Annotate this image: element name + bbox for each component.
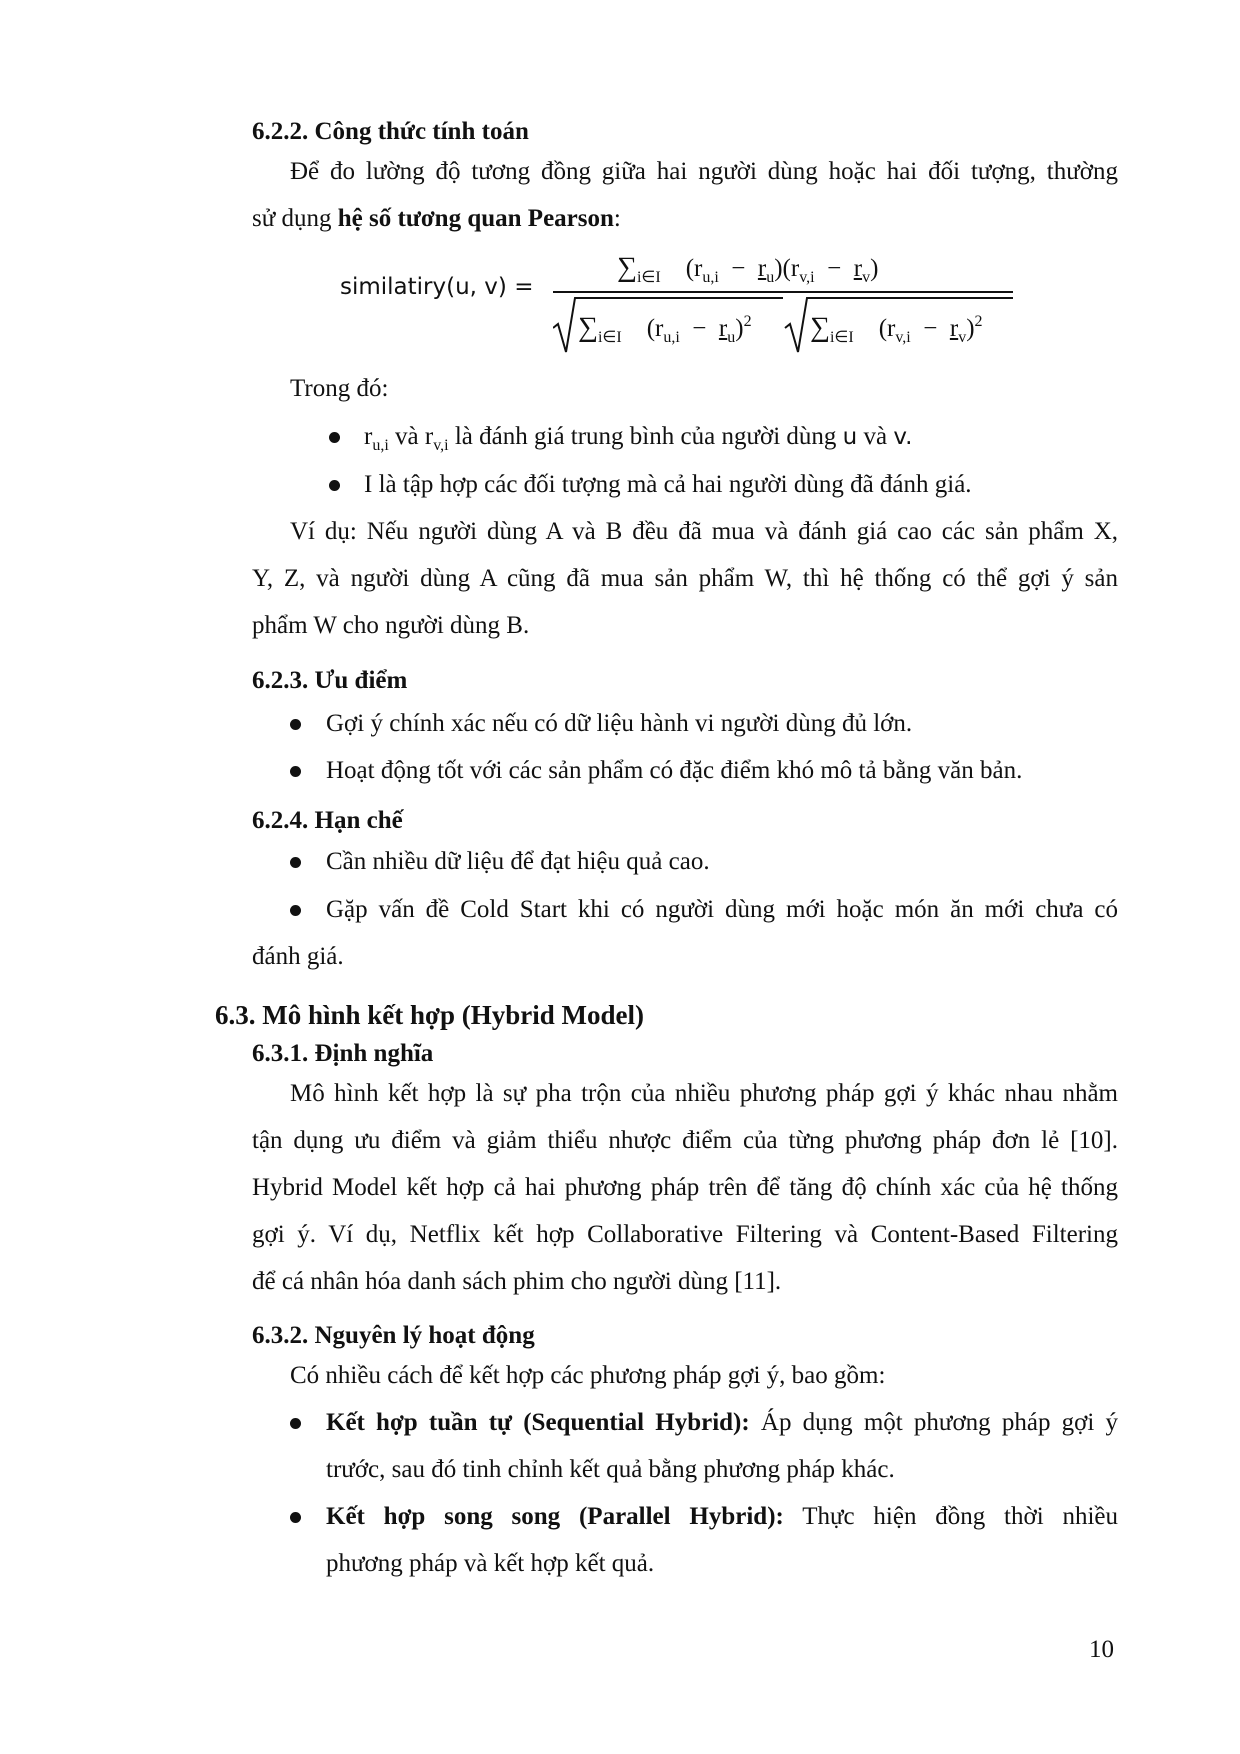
advantage-item-1: Gợi ý chính xác nếu có dữ liệu hành vi người dùng đủ lớn.	[326, 710, 913, 737]
bullet-ru-rv: $r_{u,i}$ và $r_{v,i}$ là đánh giá trung bình của người dùng u và v.	[364, 423, 913, 454]
formula-denominator-left: $\sum_{i\in I}$ $(r_{u,i} - r_u)^2$	[578, 312, 752, 346]
example-line-2: Y, Z, và người dùng A cũng đã mua sản phẩm W, thì hệ thống có thể gợi ý sản	[252, 565, 1118, 592]
formula-denominator-right: $\sum_{i\in I}$ $(r_{v,i} - r_v)^2$	[810, 312, 983, 346]
formula-numerator: $\sum_{i\in I}$ $(r_{u,i} - r_u)(r_{v,i} - r_v)$	[617, 252, 879, 286]
sequential-hybrid-line-2: trước, sau đó tinh chỉnh kết quả bằng phương pháp khác.	[326, 1456, 895, 1483]
parallel-hybrid-line-1: Kết hợp song song (Parallel Hybrid): Thực hiện đồng thời nhiều	[326, 1503, 1118, 1530]
bullet-dot	[290, 719, 301, 730]
bullet-dot	[290, 1418, 301, 1429]
bullet-dot	[290, 1512, 301, 1523]
definition-line-1: Mô hình kết hợp là sự pha trộn của nhiều phương pháp gợi ý khác nhau nhằm	[290, 1080, 1118, 1107]
example-line-1: Ví dụ: Nếu người dùng A và B đều đã mua và đánh giá cao các sản phẩm X,	[290, 518, 1118, 545]
example-line-3: phẩm W cho người dùng B.	[252, 612, 530, 639]
intro-line-2: sử dụng hệ số tương quan Pearson:	[252, 205, 621, 232]
section-6-3-heading: 6.3. Mô hình kết hợp (Hybrid Model)	[215, 1000, 644, 1030]
limitation-item-1: Cần nhiều dữ liệu để đạt hiệu quả cao.	[326, 848, 710, 875]
bullet-dot	[329, 432, 340, 443]
section-6-2-2-heading: 6.2.2. Công thức tính toán	[252, 118, 529, 145]
fraction-bar	[553, 291, 1013, 293]
bullet-dot	[290, 857, 301, 868]
section-6-3-2-heading: 6.3.2. Nguyên lý hoạt động	[252, 1322, 535, 1349]
sequential-hybrid-line-1: Kết hợp tuần tự (Sequential Hybrid): Áp dụng một phương pháp gợi ý	[326, 1409, 1119, 1436]
limitation-item-2-line-1: Gặp vấn đề Cold Start khi có người dùng mới hoặc món ăn mới chưa có	[326, 896, 1118, 923]
page-number: 10	[1089, 1636, 1114, 1663]
formula-lhs: similatiry(u, v) =	[340, 274, 534, 300]
section-6-3-1-heading: 6.3.1. Định nghĩa	[252, 1040, 434, 1067]
section-6-2-3-heading: 6.2.3. Ưu điểm	[252, 667, 408, 694]
definition-line-2: tận dụng ưu điểm và giảm thiểu nhược điểm của từng phương pháp đơn lẻ [10].	[252, 1127, 1118, 1154]
definition-line-3: Hybrid Model kết hợp cả hai phương pháp trên để tăng độ chính xác của hệ thống	[252, 1174, 1118, 1201]
intro-line-1: Để đo lường độ tương đồng giữa hai người dùng hoặc hai đối tượng, thường	[290, 158, 1118, 185]
principle-intro: Có nhiều cách để kết hợp các phương pháp gợi ý, bao gồm:	[290, 1362, 886, 1389]
where-label: Trong đó:	[290, 375, 389, 402]
advantage-item-2: Hoạt động tốt với các sản phẩm có đặc điểm khó mô tả bằng văn bản.	[326, 757, 1023, 784]
limitation-item-2-line-2: đánh giá.	[252, 943, 344, 970]
definition-line-4: gợi ý. Ví dụ, Netflix kết hợp Collaborative Filtering và Content-Based Filtering	[252, 1221, 1118, 1248]
bullet-dot	[290, 905, 301, 916]
bullet-set-i: I là tập hợp các đối tượng mà cả hai người dùng đã đánh giá.	[364, 471, 972, 498]
definition-line-5: để cá nhân hóa danh sách phim cho người dùng [11].	[252, 1268, 782, 1295]
section-6-2-4-heading: 6.2.4. Hạn chế	[252, 807, 403, 834]
bullet-dot	[290, 766, 301, 777]
parallel-hybrid-line-2: phương pháp và kết hợp kết quả.	[326, 1550, 655, 1577]
bullet-dot	[329, 480, 340, 491]
